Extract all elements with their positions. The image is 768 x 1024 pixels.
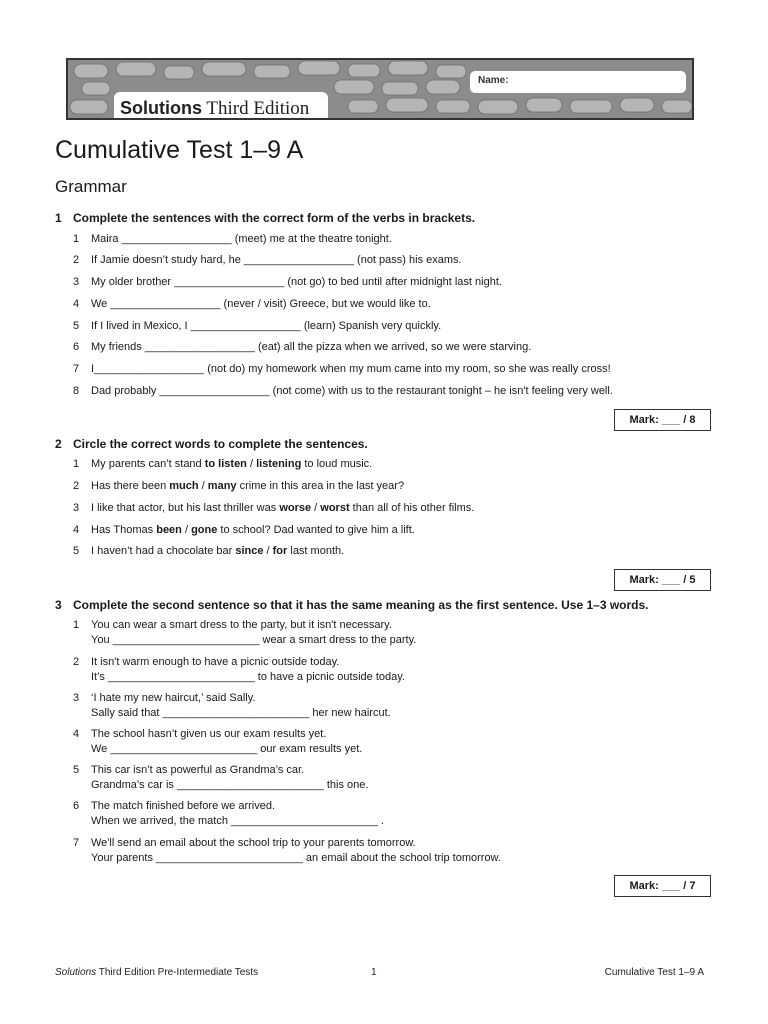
option-a[interactable]: been: [156, 524, 182, 536]
option-a[interactable]: since: [235, 545, 264, 557]
q1-item: 2 If Jamie doesn’t study hard, he __________________ (not pass) his exams.: [73, 254, 462, 266]
q3-item: 2 It isn't warm enough to have a picnic outside today. It’s ________________________ to have a picnic outside today.: [73, 656, 405, 683]
option-b[interactable]: gone: [191, 524, 218, 536]
q1-item: 4 We __________________ (never / visit) Greece, but we would like to.: [73, 298, 431, 310]
q1-item: 8 Dad probably __________________ (not come) with us to the restaurant tonight – he isn't feeling very well.: [73, 385, 613, 397]
question-2-instruction: 2 Circle the correct words to complete the sentences.: [55, 437, 368, 451]
q1-item: 3 My older brother __________________ (not go) to bed until after midnight last night.: [73, 276, 502, 288]
footer-left: Solutions Third Edition Pre-Intermediate Tests: [55, 967, 259, 978]
q3-item: 4 The school hasn’t given us our exam results yet. We ________________________ our exam results yet.: [73, 728, 363, 755]
q3-item: 3 ‘I hate my new haircut,’ said Sally. Sally said that ________________________ her new haircut.: [73, 692, 391, 719]
q1-item: 1 Maira __________________ (meet) me at the theatre tonight.: [73, 233, 392, 245]
q2-item: 2 Has there been much / many crime in this area in the last year?: [73, 480, 405, 492]
q2-item: 5 I haven’t had a chocolate bar since / for last month.: [73, 545, 345, 557]
footer-right: Cumulative Test 1–9 A: [604, 967, 704, 978]
mark-box-q3: Mark: ___ / 7: [614, 875, 711, 897]
q2-item: 3 I like that actor, but his last thriller was worse / worst than all of his other films.: [73, 502, 475, 514]
footer-page-number: 1: [371, 967, 377, 978]
brand-logo: Solutions Third Edition: [114, 92, 328, 120]
option-a[interactable]: much: [169, 480, 199, 492]
page-title: Cumulative Test 1–9 A: [55, 136, 304, 164]
q2-item: 4 Has Thomas been / gone to school? Dad wanted to give him a lift.: [73, 524, 415, 536]
name-field[interactable]: [470, 71, 686, 93]
header-banner: [66, 58, 694, 120]
name-label: Name:: [478, 75, 509, 86]
mark-box-q2: Mark: ___ / 5: [614, 569, 711, 591]
q3-item: 7 We'll send an email about the school trip to your parents tomorrow. Your parents ________________________ an email about the school trip tomorrow.: [73, 837, 501, 864]
option-a[interactable]: to listen: [204, 458, 247, 470]
q3-item: 5 This car isn’t as powerful as Grandma’s car. Grandma’s car is ________________________ this one.: [73, 764, 369, 791]
option-b[interactable]: for: [272, 545, 288, 557]
q1-item: 6 My friends __________________ (eat) all the pizza when we arrived, so we were starving.: [73, 341, 532, 353]
section-title: Grammar: [55, 177, 127, 196]
option-b[interactable]: worst: [320, 502, 350, 514]
mark-box-q1: Mark: ___ / 8: [614, 409, 711, 431]
option-a[interactable]: worse: [279, 502, 312, 514]
option-b[interactable]: listening: [256, 458, 302, 470]
q3-item: 6 The match finished before we arrived. When we arrived, the match ________________________ .: [73, 800, 384, 827]
q2-item: 1 My parents can’t stand to listen / listening to loud music.: [73, 458, 373, 470]
question-3-instruction: 3 Complete the second sentence so that it has the same meaning as the first sentence. Use 1–3 words.: [55, 598, 649, 612]
q1-item: 7 I__________________ (not do) my homework when my mum came into my room, so she was really cross!: [73, 363, 611, 375]
question-1-instruction: 1 Complete the sentences with the correct form of the verbs in brackets.: [55, 211, 476, 225]
q1-item: 5 If I lived in Mexico, I __________________ (learn) Spanish very quickly.: [73, 320, 442, 332]
option-b[interactable]: many: [207, 480, 237, 492]
q3-item: 1 You can wear a smart dress to the party, but it isn't necessary. You ________________________ wear a smart dress to the party.: [73, 619, 417, 646]
